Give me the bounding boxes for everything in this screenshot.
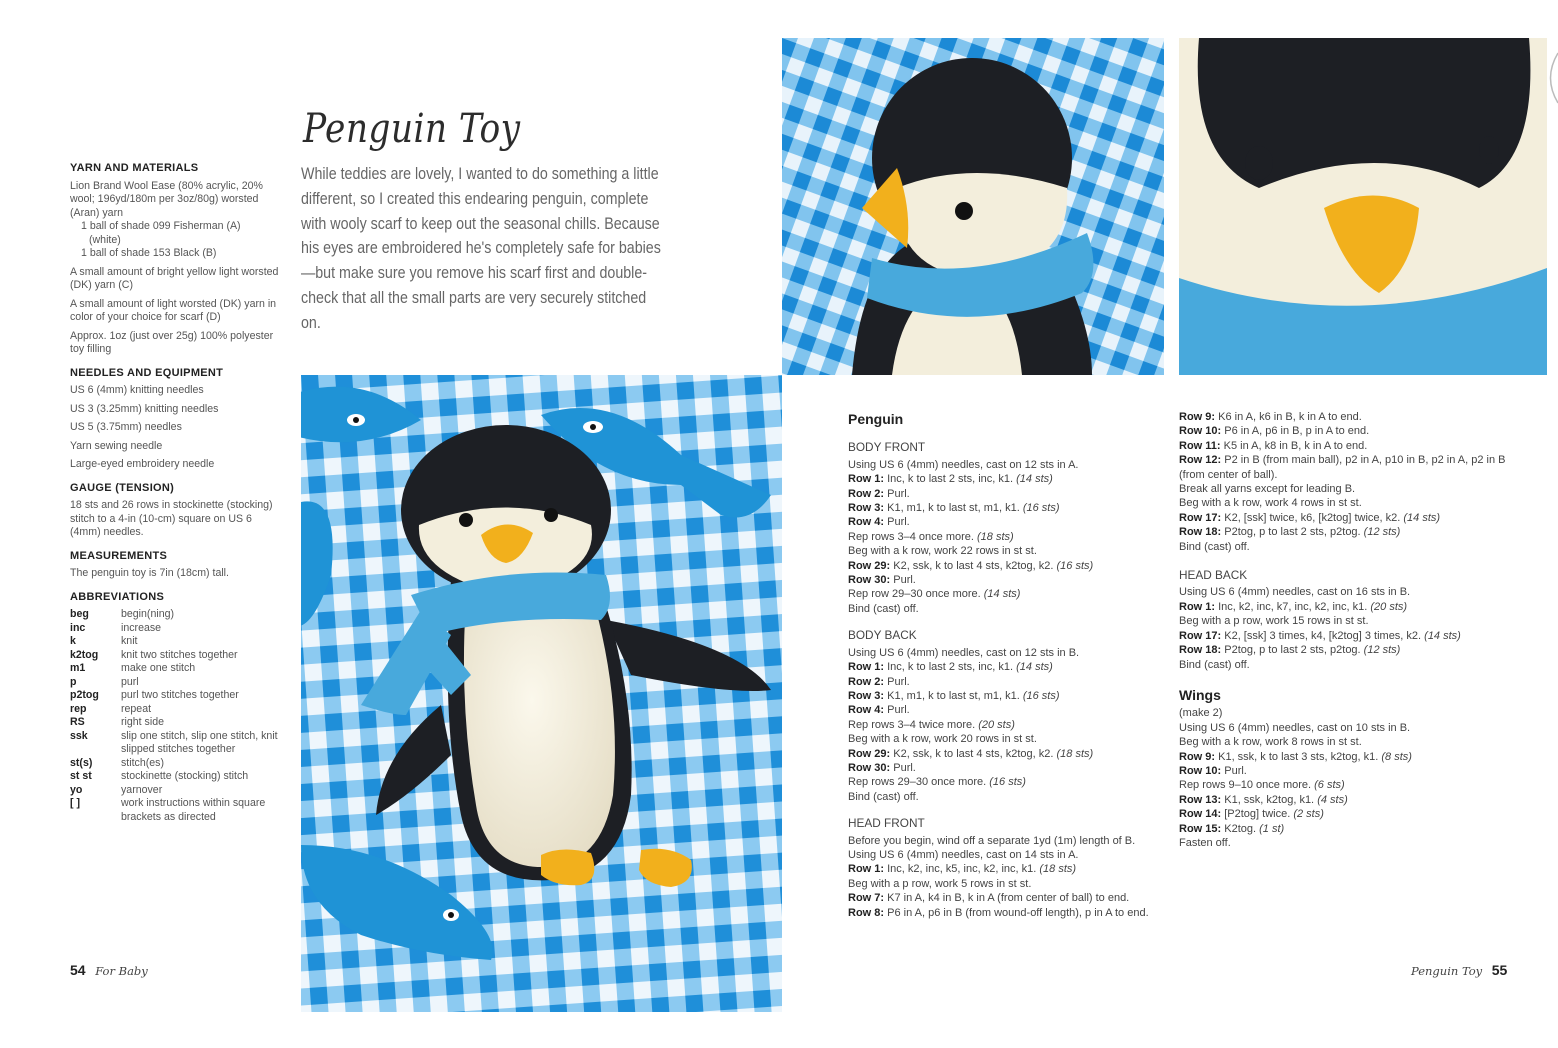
stitch-count: (14 sts): [1016, 473, 1053, 486]
row-label: Row 7:: [848, 892, 885, 905]
row-instruction: Bind (cast) off.: [1179, 540, 1250, 553]
page-title: Penguin Toy: [303, 106, 521, 152]
row-label: Row 11:: [1179, 439, 1221, 452]
abbreviation-row: [70, 689, 280, 703]
abbreviation-key: st st: [70, 770, 92, 782]
row-label: Row 3:: [848, 502, 885, 515]
abbreviation-row: [70, 635, 280, 649]
pattern-line: [1179, 836, 1509, 850]
row-instruction: K2, [ssk] twice, k6, [k2tog] twice, k2.: [1221, 511, 1404, 524]
row-instruction: Inc, k2, inc, k7, inc, k2, inc, k1.: [1215, 600, 1371, 613]
row-label: Row 29:: [848, 559, 891, 572]
gauge-heading: GAUGE (TENSION): [70, 481, 175, 494]
pattern-line: [848, 487, 1173, 501]
row-instruction: Rep rows 9–10 once more.: [1179, 779, 1315, 792]
row-instruction: Purl.: [890, 761, 916, 774]
row-label: Row 10:: [1179, 764, 1222, 777]
pattern-line: [1179, 600, 1509, 614]
row-label: Row 10:: [1179, 425, 1222, 438]
row-label: Row 8:: [848, 906, 885, 919]
pattern-line: [1179, 540, 1509, 554]
row-instruction: Rep rows 3–4 once more.: [848, 530, 978, 543]
materials-column: [70, 162, 280, 824]
penguin-heading: Penguin: [848, 411, 904, 427]
abbreviation-meaning: make one stitch: [121, 662, 196, 674]
pattern-line: [1179, 721, 1509, 735]
abbreviation-meaning: knit: [121, 635, 138, 647]
pattern-line: [1179, 807, 1509, 821]
pattern-line: [848, 458, 1173, 472]
row-label: Row 1:: [848, 473, 885, 486]
abbreviation-key: [ ]: [70, 797, 80, 809]
abbreviation-meaning: knit two stitches together: [121, 648, 238, 661]
pattern-line: [848, 862, 1173, 876]
abbreviations-table: [70, 608, 280, 824]
stitch-count: (16 sts): [1056, 559, 1094, 572]
row-label: Row 29:: [848, 747, 891, 760]
pattern-line: [848, 573, 1173, 587]
row-instruction: Beg with a k row, work 20 rows in st st.: [848, 733, 1037, 746]
abbreviation-row: [70, 730, 280, 757]
row-instruction: Break all yarns except for leading B.: [1179, 483, 1356, 496]
row-instruction: K5 in A, k8 in B, k in A to end.: [1220, 439, 1368, 452]
head-front-continued: [1179, 410, 1509, 554]
row-instruction: Rep rows 3–4 twice more.: [848, 718, 979, 731]
pattern-line: [1179, 614, 1509, 628]
pattern-line: [1179, 424, 1509, 438]
pattern-line: [848, 703, 1173, 717]
row-instruction: Inc, k to last 2 sts, inc, k1.: [884, 473, 1017, 486]
abbreviation-meaning: purl two stitches together: [121, 689, 239, 701]
section-body: [848, 646, 1173, 804]
needles-heading: NEEDLES AND EQUIPMENT: [70, 366, 224, 379]
row-instruction: Beg with a p row, work 15 rows in st st.: [1179, 615, 1369, 628]
pattern-line: [1179, 778, 1509, 792]
row-instruction: Rep row 29–30 once more.: [848, 588, 984, 601]
pattern-line: [1179, 735, 1509, 749]
pattern-line: [848, 775, 1173, 789]
head-back-body: [1179, 585, 1509, 671]
needle-item: Yarn sewing needle: [70, 439, 163, 452]
row-instruction: K6 in A, k6 in B, k in A to end.: [1215, 411, 1362, 423]
row-instruction: Bind (cast) off.: [848, 790, 919, 803]
abbreviation-key: p2tog: [70, 689, 99, 701]
abbreviation-row: [70, 608, 280, 622]
yarn-a-line1: 1 ball of shade 099 Fisherman (A): [81, 220, 241, 232]
row-label: Row 1:: [1179, 600, 1216, 613]
row-label: Row 17:: [1179, 629, 1222, 642]
pattern-line: [848, 747, 1173, 761]
pattern-line: [848, 761, 1173, 775]
abbreviation-row: [70, 716, 280, 730]
stitch-count: (12 sts): [1363, 526, 1401, 539]
row-label: Row 17:: [1179, 511, 1222, 524]
row-label: Row 15:: [1179, 822, 1222, 835]
abbreviation-key: k: [70, 635, 76, 647]
pattern-line: [848, 675, 1173, 689]
pattern-line: [848, 834, 1173, 848]
pattern-line: [1179, 453, 1509, 482]
pattern-line: [848, 646, 1173, 660]
abbreviation-row: [70, 703, 280, 717]
row-instruction: P2tog, p to last 2 sts, p2tog.: [1221, 644, 1364, 657]
abbreviation-key: inc: [70, 621, 86, 634]
stitch-count: (18 sts): [977, 530, 1014, 543]
abbreviation-row: [70, 770, 280, 784]
pattern-line: [1179, 482, 1509, 496]
row-label: Row 4:: [848, 704, 885, 717]
needle-item: US 3 (3.25mm) knitting needles: [70, 402, 219, 415]
pattern-line: [848, 587, 1173, 601]
pattern-line: [1179, 793, 1509, 807]
pattern-line: [848, 689, 1173, 703]
row-instruction: P2 in B (from main ball), p2 in A, p10 in B, p2 in A, p2 in B (from center of ball).: [1179, 454, 1506, 481]
abbreviation-row: [70, 649, 280, 663]
row-label: Row 13:: [1179, 793, 1222, 806]
abbreviation-key: m1: [70, 662, 86, 674]
row-instruction: Using US 6 (4mm) needles, cast on 16 sts in B.: [1179, 586, 1411, 599]
row-instruction: Bind (cast) off.: [1179, 658, 1250, 671]
section-heading: HEAD FRONT: [848, 816, 925, 831]
row-label: Row 30:: [848, 574, 891, 587]
abbreviation-meaning: purl: [121, 675, 139, 688]
pattern-line: [848, 602, 1173, 616]
pattern-line: [848, 718, 1173, 732]
row-instruction: Rep rows 29–30 once more.: [848, 776, 990, 789]
abbreviation-meaning: repeat: [121, 702, 152, 715]
pattern-line: [1179, 525, 1509, 539]
row-instruction: Using US 6 (4mm) needles, cast on 14 sts in A.: [848, 848, 1079, 861]
abbreviation-meaning: work instructions within square brackets as directed: [121, 797, 266, 823]
section-body: [848, 458, 1173, 616]
stitch-count: (14 sts): [983, 588, 1021, 601]
row-instruction: Purl.: [884, 675, 910, 688]
abbreviation-meaning: begin(ning): [121, 608, 175, 620]
needle-item: US 5 (3.75mm) needles: [70, 421, 182, 433]
pattern-line: [1179, 410, 1509, 424]
row-instruction: K2, ssk, k to last 4 sts, k2tog, k2.: [890, 559, 1057, 572]
abbreviation-key: p: [70, 675, 77, 688]
pattern-line: [848, 877, 1173, 891]
abbreviations-heading: ABBREVIATIONS: [70, 590, 165, 603]
row-instruction: Beg with a k row, work 8 rows in st st.: [1179, 736, 1362, 749]
pattern-line: [848, 848, 1173, 862]
footer-left: [70, 962, 154, 978]
pattern-line: [1179, 822, 1509, 836]
pattern-line: [848, 660, 1173, 674]
stitch-count: (4 sts): [1317, 793, 1348, 806]
row-instruction: Purl.: [1221, 764, 1247, 777]
row-label: Row 30:: [848, 761, 891, 774]
row-instruction: P6 in A, p6 in B, p in A to end.: [1221, 425, 1370, 438]
row-instruction: K2, [ssk] 3 times, k4, [k2tog] 3 times, k2.: [1221, 629, 1425, 642]
row-instruction: Beg with a k row, work 4 rows in st st.: [1179, 497, 1362, 510]
row-instruction: Using US 6 (4mm) needles, cast on 10 sts in B.: [1179, 721, 1411, 734]
row-instruction: (make 2): [1179, 707, 1223, 720]
pattern-line: [848, 906, 1173, 920]
measurements-text: The penguin toy is 7in (18cm) tall.: [70, 567, 229, 579]
yarn-heading: YARN AND MATERIALS: [70, 162, 199, 174]
row-instruction: P2tog, p to last 2 sts, p2tog.: [1221, 526, 1364, 539]
pattern-line: [1179, 496, 1509, 510]
penguin-toy-photo: [301, 375, 782, 1012]
pattern-line: [1179, 629, 1509, 643]
row-label: Row 18:: [1179, 644, 1222, 657]
row-instruction: Purl.: [890, 574, 916, 587]
footer-right: [1405, 962, 1507, 978]
abbreviation-key: st(s): [70, 756, 93, 769]
measurements-heading: MEASUREMENTS: [70, 549, 168, 562]
pattern-line: [1179, 643, 1509, 657]
abbreviation-row: [70, 784, 280, 798]
stitch-count: (16 sts): [1022, 502, 1060, 515]
stitch-count: (8 sts): [1381, 750, 1412, 763]
row-instruction: Purl.: [884, 704, 910, 717]
stitch-count: (18 sts): [1056, 747, 1094, 760]
abbreviation-meaning: stitch(es): [121, 756, 164, 769]
yarn-intro: Lion Brand Wool Ease (80% acrylic, 20% wool; 196yd/180m per 3oz/80g) worsted (Aran) yarn: [70, 179, 263, 219]
penguin-face-photo: [1179, 38, 1547, 375]
abbreviation-row: [70, 622, 280, 636]
yarn-b: 1 ball of shade 153 Black (B): [81, 247, 217, 259]
row-instruction: K1, ssk, k to last 3 sts, k2tog, k1.: [1215, 750, 1382, 763]
row-instruction: Inc, k2, inc, k5, inc, k2, inc, k1.: [884, 863, 1040, 876]
abbreviation-key: beg: [70, 608, 89, 620]
stitch-count: (14 sts): [1016, 661, 1053, 674]
stitch-count: (16 sts): [1022, 689, 1060, 702]
pattern-line: [848, 891, 1173, 905]
pattern-line: [1179, 511, 1509, 525]
stitch-count: (16 sts): [989, 776, 1026, 789]
running-head-right: Penguin Toy: [1411, 964, 1483, 978]
abbreviation-row: [70, 757, 280, 771]
row-label: Row 9:: [1179, 411, 1216, 423]
running-head-left: For Baby: [95, 964, 148, 978]
abbreviation-row: [70, 676, 280, 690]
pattern-line: [1179, 658, 1509, 672]
abbreviation-key: k2tog: [70, 648, 99, 661]
row-instruction: Purl.: [884, 487, 910, 500]
page-edge-arc: [1538, 48, 1558, 108]
stitch-count: (14 sts): [1424, 629, 1461, 642]
stitch-count: (1 st): [1259, 822, 1285, 835]
row-instruction: K7 in A, k4 in B, k in A (from center of ball) to end.: [884, 892, 1130, 905]
row-label: Row 2:: [848, 675, 885, 688]
section-body: [848, 834, 1173, 920]
row-label: Row 18:: [1179, 526, 1222, 539]
abbreviation-meaning: slip one stitch, slip one stitch, knit slipped stitches together: [121, 729, 278, 755]
section-heading: BODY FRONT: [848, 440, 926, 455]
pattern-line: [1179, 706, 1509, 720]
row-instruction: Using US 6 (4mm) needles, cast on 12 sts in A.: [848, 458, 1079, 471]
abbreviation-key: rep: [70, 702, 87, 715]
wings-body: [1179, 706, 1509, 850]
row-instruction: Fasten off.: [1179, 836, 1231, 849]
stitch-count: (20 sts): [1370, 600, 1408, 613]
row-instruction: Before you begin, wind off a separate 1yd (1m) length of B.: [848, 834, 1136, 847]
row-instruction: Using US 6 (4mm) needles, cast on 12 sts in B.: [848, 646, 1080, 659]
page-number-left: 54: [70, 962, 86, 978]
filling: Approx. 1oz (just over 25g) 100% polyester toy filling: [70, 329, 274, 355]
pattern-line: [848, 530, 1173, 544]
stitch-count: (18 sts): [1039, 863, 1077, 876]
row-instruction: Inc, k to last 2 sts, inc, k1.: [884, 661, 1017, 674]
wings-heading: Wings: [1179, 686, 1221, 703]
abbreviation-meaning: stockinette (stocking) stitch: [121, 770, 249, 782]
stitch-count: (14 sts): [1403, 511, 1441, 524]
yarn-c: A small amount of bright yellow light worsted (DK) yarn (C): [70, 265, 279, 291]
abbreviation-key: RS: [70, 716, 85, 728]
row-instruction: Bind (cast) off.: [848, 602, 919, 615]
row-label: Row 9:: [1179, 750, 1216, 763]
row-instruction: K1, ssk, k2tog, k1.: [1221, 793, 1318, 806]
stitch-count: (2 sts): [1293, 808, 1324, 821]
yarn-d: A small amount of light worsted (DK) yarn in color of your choice for scarf (D): [70, 297, 277, 323]
row-instruction: K2tog.: [1221, 822, 1260, 835]
abbreviation-key: yo: [70, 783, 83, 796]
gauge-text: 18 sts and 26 rows in stockinette (stocking) stitch to a 4-in (10-cm) square on US 6 (4mm) needles.: [70, 499, 273, 538]
row-instruction: K2, ssk, k to last 4 sts, k2tog, k2.: [890, 747, 1057, 760]
abbreviation-meaning: right side: [121, 716, 164, 728]
intro-paragraph: While teddies are lovely, I wanted to do something a little different, so I created this endearing penguin, complete with wooly scarf to keep out the seasonal chills. Because his eyes are embroidered he's completely safe for babies—but make sure you remove his scarf first and double-check that all the small parts are very securely stitched on.: [301, 165, 661, 332]
pattern-column-1: [848, 412, 1173, 920]
pattern-line: [1179, 750, 1509, 764]
pattern-line: [1179, 439, 1509, 453]
row-instruction: [P2tog] twice.: [1221, 808, 1294, 821]
pattern-line: [848, 544, 1173, 558]
row-instruction: Beg with a p row, work 5 rows in st st.: [848, 877, 1032, 890]
abbreviation-meaning: increase: [121, 621, 162, 634]
row-instruction: K1, m1, k to last st, m1, k1.: [884, 689, 1023, 702]
row-label: Row 1:: [848, 661, 885, 674]
stitch-count: (6 sts): [1314, 779, 1345, 792]
row-instruction: K1, m1, k to last st, m1, k1.: [884, 502, 1023, 515]
row-label: Row 2:: [848, 487, 885, 500]
penguin-closeup-photo: [782, 38, 1164, 375]
abbreviation-row: [70, 797, 280, 824]
row-instruction: P6 in A, p6 in B (from wound-off length), p in A to end.: [884, 906, 1149, 919]
pattern-body: [848, 440, 1173, 920]
pattern-line: [848, 472, 1173, 486]
yarn-a-line2: (white): [89, 233, 121, 246]
stitch-count: (20 sts): [978, 718, 1015, 731]
needle-item: Large-eyed embroidery needle: [70, 458, 215, 470]
pattern-line: [848, 559, 1173, 573]
pattern-line: [1179, 764, 1509, 778]
row-label: Row 1:: [848, 863, 885, 876]
row-instruction: Purl.: [884, 516, 910, 529]
pattern-line: [848, 515, 1173, 529]
row-label: Row 4:: [848, 516, 885, 529]
needle-item: US 6 (4mm) knitting needles: [70, 384, 204, 396]
abbreviation-meaning: yarnover: [121, 783, 163, 796]
row-instruction: Beg with a k row, work 22 rows in st st.: [848, 545, 1037, 558]
pattern-line: [1179, 585, 1509, 599]
abbreviation-key: ssk: [70, 729, 88, 742]
stitch-count: (12 sts): [1363, 644, 1401, 657]
row-label: Row 12:: [1179, 454, 1222, 467]
head-back-heading: HEAD BACK: [1179, 568, 1248, 583]
page-number-right: 55: [1491, 962, 1508, 978]
row-label: Row 14:: [1179, 808, 1222, 821]
pattern-line: [848, 501, 1173, 515]
pattern-line: [848, 790, 1173, 804]
abbreviation-row: [70, 662, 280, 676]
section-heading: BODY BACK: [848, 628, 917, 643]
pattern-column-2: [1179, 410, 1509, 850]
row-label: Row 3:: [848, 689, 885, 702]
pattern-line: [848, 732, 1173, 746]
